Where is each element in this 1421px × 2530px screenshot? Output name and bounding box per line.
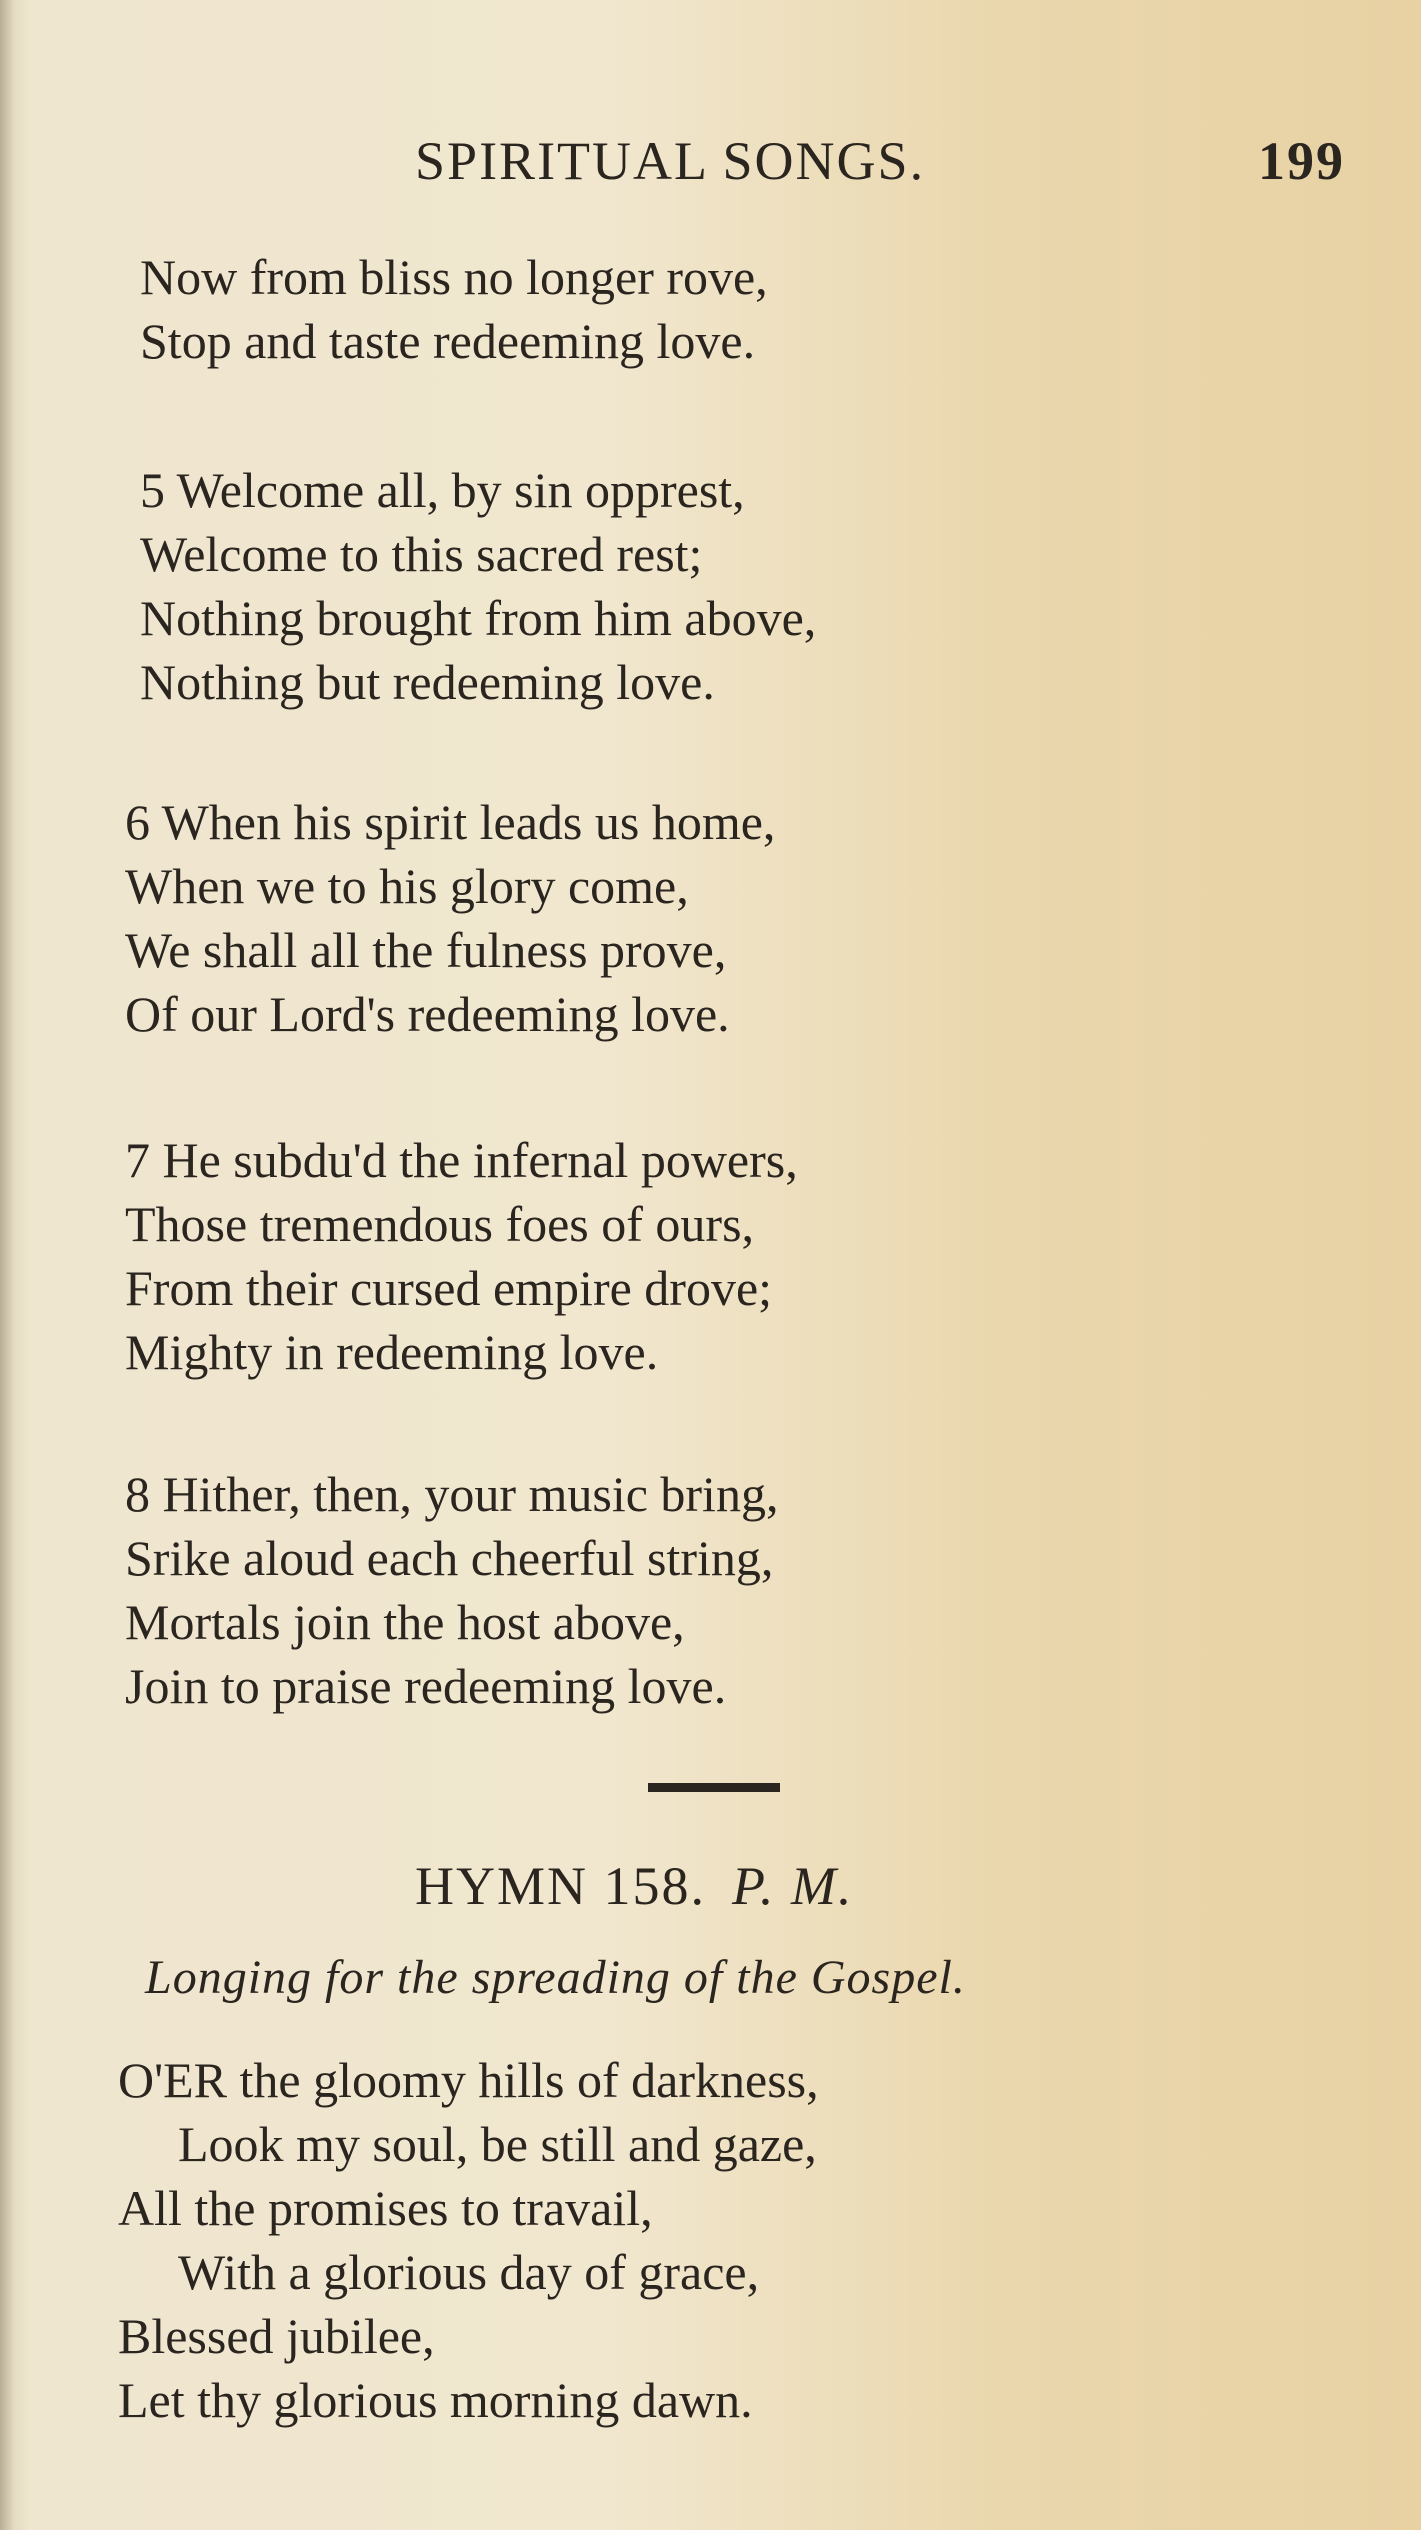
section-divider xyxy=(648,1783,780,1792)
hymn-meter: P. M. xyxy=(732,1856,854,1916)
verse-line: Look my soul, be still and gaze, xyxy=(178,2116,817,2172)
stanza-number: 6 xyxy=(125,794,150,850)
verse-line: When we to his glory come, xyxy=(125,858,689,914)
verse-line: Welcome to this sacred rest; xyxy=(140,526,703,582)
verse-line: Nothing but redeeming love. xyxy=(140,654,715,710)
verse-line: Of our Lord's redeeming love. xyxy=(125,986,730,1042)
verse-line: We shall all the fulness prove, xyxy=(125,922,727,978)
hymn-heading xyxy=(415,1855,854,1917)
stanza-continuation xyxy=(140,245,768,373)
verse-line: Let thy glorious morning dawn. xyxy=(118,2372,753,2428)
hymn-stanza-1 xyxy=(118,2048,819,2432)
verse-line: Join to praise redeeming love. xyxy=(125,1658,727,1714)
stanza-number: 5 xyxy=(140,462,165,518)
verse-line: With a glorious day of grace, xyxy=(178,2244,760,2300)
verse-line: 6 When his spirit leads us home, xyxy=(125,794,776,850)
verse-line: O'ER the gloomy hills of darkness, xyxy=(118,2052,819,2108)
page-number: 199 xyxy=(1258,131,1345,191)
verse-line: Now from bliss no longer rove, xyxy=(140,249,768,305)
verse-line: 7 He subdu'd the infernal powers, xyxy=(125,1132,798,1188)
verse-line: From their cursed empire drove; xyxy=(125,1260,773,1316)
running-title: SPIRITUAL SONGS. xyxy=(415,131,926,191)
page-edge xyxy=(0,0,14,2530)
stanza-6 xyxy=(125,790,775,1046)
verse-line: 8 Hither, then, your music bring, xyxy=(125,1466,779,1522)
stanza-number: 8 xyxy=(125,1466,150,1522)
verse-line: All the promises to travail, xyxy=(118,2180,653,2236)
verse-line: Srike aloud each cheerful string, xyxy=(125,1530,774,1586)
verse-line: Blessed jubilee, xyxy=(118,2308,435,2364)
verse-line: 5 Welcome all, by sin opprest, xyxy=(140,462,745,518)
stanza-8 xyxy=(125,1462,778,1718)
hymn-subtitle: Longing for the spreading of the Gospel. xyxy=(145,1951,966,2004)
stanza-7 xyxy=(125,1128,798,1384)
verse-line: Those tremendous foes of ours, xyxy=(125,1196,755,1252)
running-header xyxy=(415,130,1345,200)
verse-line: Mortals join the host above, xyxy=(125,1594,685,1650)
hymn-title: HYMN 158. xyxy=(415,1856,707,1916)
stanza-5 xyxy=(140,458,816,714)
verse-line: Mighty in redeeming love. xyxy=(125,1324,659,1380)
stanza-number: 7 xyxy=(125,1132,150,1188)
verse-line: Nothing brought from him above, xyxy=(140,590,817,646)
verse-line: Stop and taste redeeming love. xyxy=(140,313,756,369)
